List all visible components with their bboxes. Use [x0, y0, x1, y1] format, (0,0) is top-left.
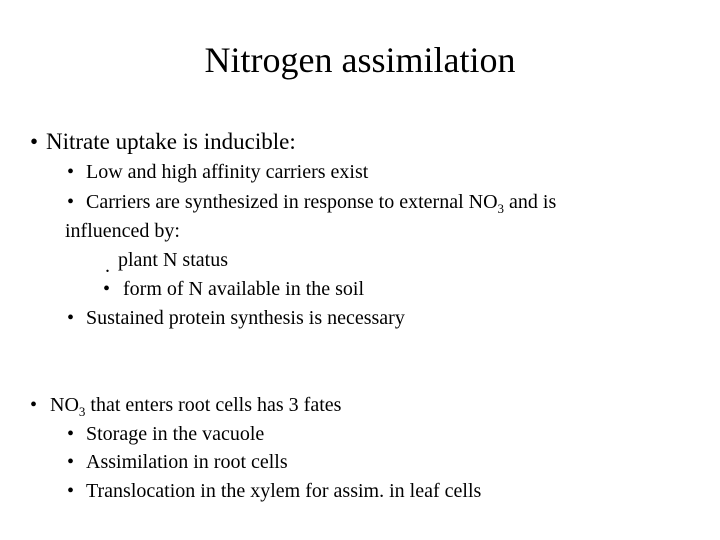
- bullet-marker: •: [67, 191, 75, 213]
- bullet-text: plant N status: [118, 249, 228, 271]
- sub-bullet-continuation: [0, 219, 720, 243]
- bullet-marker: •: [30, 394, 38, 416]
- sub-sub-bullet-plant-n-status: [0, 248, 720, 277]
- bullet-text: Assimilation in root cells: [86, 451, 288, 473]
- text-part: NO: [50, 394, 79, 416]
- bullet-marker: •: [67, 451, 75, 473]
- sub-bullet-storage-vacuole: [0, 422, 720, 446]
- subscript: 3: [497, 201, 505, 216]
- sub-bullet-carriers-exist: [0, 160, 720, 184]
- bullet-marker: •: [67, 423, 75, 445]
- sub-bullet-protein-synthesis: [0, 306, 720, 330]
- continuation-text: influenced by:: [65, 220, 180, 242]
- text-part: and is: [504, 191, 557, 213]
- bullet-marker: •: [67, 307, 75, 329]
- bullet-text: [50, 393, 341, 417]
- sub-sub-bullet-form-of-n: [0, 277, 720, 301]
- bullet-marker: •: [30, 129, 39, 154]
- bullet-text: form of N available in the soil: [123, 278, 365, 300]
- bullet-marker: .: [105, 255, 110, 277]
- bullet-marker: •: [103, 278, 111, 300]
- text-part: that enters root cells has 3 fates: [85, 394, 342, 416]
- subscript: 3: [78, 404, 86, 419]
- bullet-text: Translocation in the xylem for assim. in leaf cells: [86, 480, 482, 502]
- bullet-marker: •: [67, 480, 75, 502]
- bullet-marker: •: [67, 161, 75, 183]
- bullet-no3-fates: [0, 393, 720, 417]
- text-part: Carriers are synthesized in response to external NO: [86, 191, 498, 213]
- bullet-text: [86, 190, 556, 214]
- sub-bullet-translocation-xylem: [0, 479, 720, 503]
- sub-bullet-assimilation-root: [0, 450, 720, 474]
- sub-bullet-carriers-synthesized: [0, 190, 720, 214]
- bullet-text: Sustained protein synthesis is necessary: [86, 307, 405, 329]
- bullet-text: Nitrate uptake is inducible:: [46, 129, 296, 154]
- bullet-text: Low and high affinity carriers exist: [86, 161, 369, 183]
- bullet-text: Storage in the vacuole: [86, 423, 265, 445]
- slide-title: Nitrogen assimilation: [204, 40, 516, 80]
- bullet-nitrate-uptake: [0, 128, 720, 156]
